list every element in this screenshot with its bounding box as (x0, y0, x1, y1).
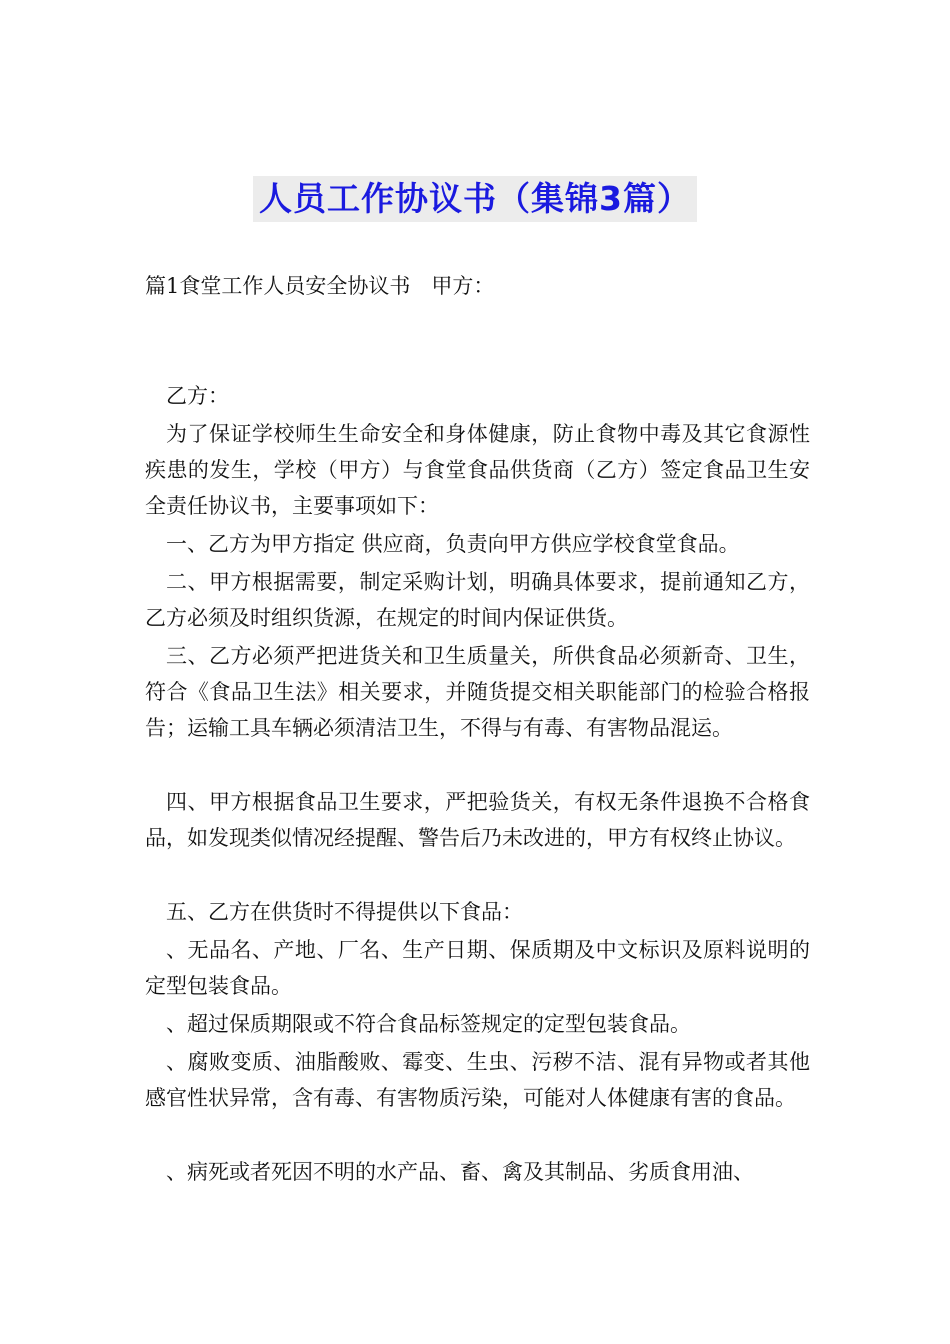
paragraph-intro: 为了保证学校师生生命安全和身体健康，防止食物中毒及其它食源性疾患的发生，学校（甲方）与食堂食品供货商（乙方）签定食品卫生安全责任协议书，主要事项如下： (145, 422, 810, 518)
paragraph-clause-2: 二、甲方根据需要，制定采购计划，明确具体要求，提前通知乙方，乙方必须及时组织货源，在规定的时间内保证供货。 (145, 570, 810, 630)
document-title: 人员工作协议书（集锦3篇） (253, 176, 697, 222)
list-item-2: 、超过保质期限或不符合食品标签规定的定型包装食品。 (166, 1012, 691, 1036)
paragraph-clause-4: 四、甲方根据食品卫生要求，严把验货关，有权无条件退换不合格食品，如发现类似情况经提醒、警告后乃未改进的，甲方有权终止协议。 (145, 790, 810, 850)
party-b-label: 乙方： (166, 384, 229, 408)
list-item-1: 、无品名、产地、厂名、生产日期、保质期及中文标识及原料说明的定型包装食品。 (145, 938, 810, 998)
list-item-3: 、腐败变质、油脂酸败、霉变、生虫、污秽不洁、混有异物或者其他感官性状异常，含有毒、有害物质污染，可能对人体健康有害的食品。 (145, 1050, 810, 1110)
paragraph-clause-5: 五、乙方在供货时不得提供以下食品： (166, 900, 523, 924)
title-container (0, 176, 950, 222)
paragraph-clause-1: 一、乙方为甲方指定 供应商，负责向甲方供应学校食堂食品。 (166, 532, 740, 556)
section-heading: 篇1食堂工作人员安全协议书 甲方： (145, 274, 495, 298)
list-item-4: 、病死或者死因不明的水产品、畜、禽及其制品、劣质食用油、 (166, 1160, 754, 1184)
paragraph-clause-3: 三、乙方必须严把进货关和卫生质量关，所供食品必须新奇、卫生，符合《食品卫生法》相关要求，并随货提交相关职能部门的检验合格报告；运输工具车辆必须清洁卫生，不得与有毒、有害物品混运。 (145, 644, 810, 740)
